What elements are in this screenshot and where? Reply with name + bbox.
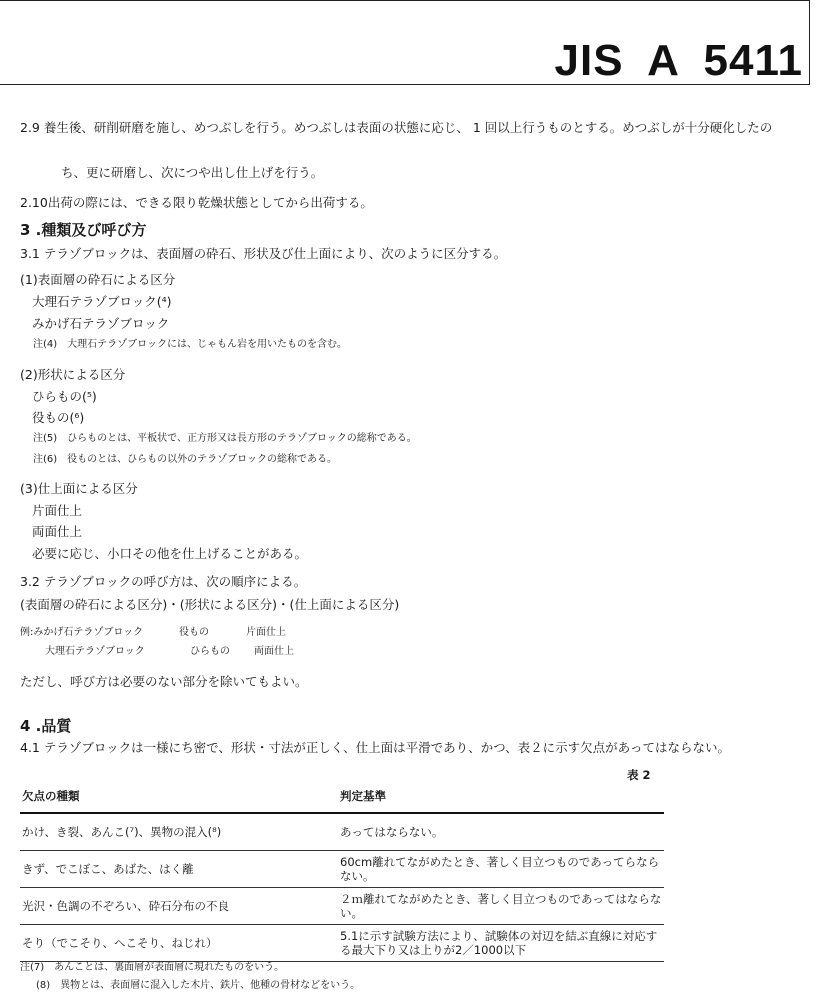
section-4-heading: 4 .品質 (20, 717, 72, 735)
document-title: JIS A 5411 (554, 36, 803, 85)
table-row (20, 813, 664, 851)
table-cell: かけ、き裂、あんこ(⁷)、異物の混入(⁸) (20, 813, 338, 851)
example-row1-col3: 片面仕上 (246, 627, 286, 638)
footnote-4: 注(4) 大理石テラゾブロックには、じゃもん岩を用いたものを含む。 (33, 339, 347, 350)
paragraph-4-1: 4.1 テラゾブロックは一様にち密で、形状・寸法が正しく、仕上面は平滑であり、かつ、表２に示す欠点があってはならない。 (20, 740, 730, 755)
table-row (20, 888, 664, 925)
list-item: ひらもの(⁵) (32, 389, 97, 404)
list-item: 必要に応じ、小口その他を仕上げることがある。 (32, 546, 308, 561)
omit-note: ただし、呼び方は必要のない部分を除いてもよい。 (20, 674, 308, 689)
table-cell: 5.1に示す試験方法により、試験体の対辺を結ぶ直線に対応する最大下り又は上りが2／1000以下 (338, 925, 664, 962)
section-3-heading: 3 .種類及び呼び方 (20, 221, 147, 239)
defects-table (20, 781, 664, 962)
paragraph-2-10: 2.10出荷の際には、できる限り乾燥状態としてから出荷する。 (20, 195, 373, 210)
list-item: 大理石テラゾブロック(⁴) (32, 294, 172, 309)
list-item: みかげ石テラゾブロック (32, 316, 170, 331)
paragraph-2-9-line1: 2.9 養生後、研削研磨を施し、めつぶしを行う。めつぶしは表面の状態に応じ、 1 回以上行うものとする。めつぶしが十分硬化したの (20, 120, 773, 135)
table-cell: きず、でこぼこ、あばた、はく離 (20, 851, 338, 888)
table-header: 判定基準 (338, 781, 664, 813)
group-1-title: (1)表面層の砕石による区分 (20, 272, 176, 287)
list-item: 両面仕上 (32, 524, 83, 539)
designation-order: (表面層の砕石による区分)・(形状による区分)・(仕上面による区分) (20, 597, 400, 612)
table-cell: そり（でこそり、へこそり、ねじれ） (20, 925, 338, 962)
list-item: 役もの(⁶) (32, 410, 85, 425)
group-2-title: (2)形状による区分 (20, 367, 126, 382)
table-cell: ２ｍ離れてながめたとき、著しく目立つものであってはならない。 (338, 888, 664, 925)
paragraph-3-2: 3.2 テラゾブロックの呼び方は、次の順序による。 (20, 574, 307, 589)
footnote-6: 注(6) 役ものとは、ひらもの以外のテラゾブロックの総称である。 (33, 454, 337, 465)
footnote-8: (8) 異物とは、表面層に混入した木片、鉄片、他種の骨材などをいう。 (36, 980, 361, 991)
paragraph-2-9-line2: ち、更に研磨し、次につや出し仕上げを行う。 (61, 165, 324, 180)
table-row (20, 851, 664, 888)
table-header: 欠点の種類 (20, 781, 338, 813)
header-box (0, 0, 810, 85)
table-cell: 60cm離れてながめたとき、著しく目立つものであってらならない。 (338, 851, 664, 888)
example-row1-col1: 例:みかげ石テラゾブロック (20, 627, 144, 638)
paragraph-3-1: 3.1 テラゾブロックは、表面層の砕石、形状及び仕上面により、次のように区分する。 (20, 246, 507, 261)
group-3-title: (3)仕上面による区分 (20, 481, 138, 496)
table-label: 表 2 (627, 768, 651, 782)
example-row2-col1: 大理石テラゾブロック (45, 646, 145, 657)
example-row1-col2: 役もの (179, 627, 209, 638)
example-row2-col2: ひらもの (190, 646, 230, 657)
table-cell: 光沢・色調の不ぞろい、砕石分布の不良 (20, 888, 338, 925)
table-row (20, 925, 664, 962)
footnote-5: 注(5) ひらものとは、平板状で、正方形又は長方形のテラゾブロックの総称である。 (33, 433, 417, 444)
list-item: 片面仕上 (32, 503, 83, 518)
table-cell: あってはならない。 (338, 813, 664, 851)
example-row2-col3: 両面仕上 (254, 646, 294, 657)
footnote-7: 注(7) あんことは、裏面層が表面層に現れたものをいう。 (20, 962, 285, 973)
